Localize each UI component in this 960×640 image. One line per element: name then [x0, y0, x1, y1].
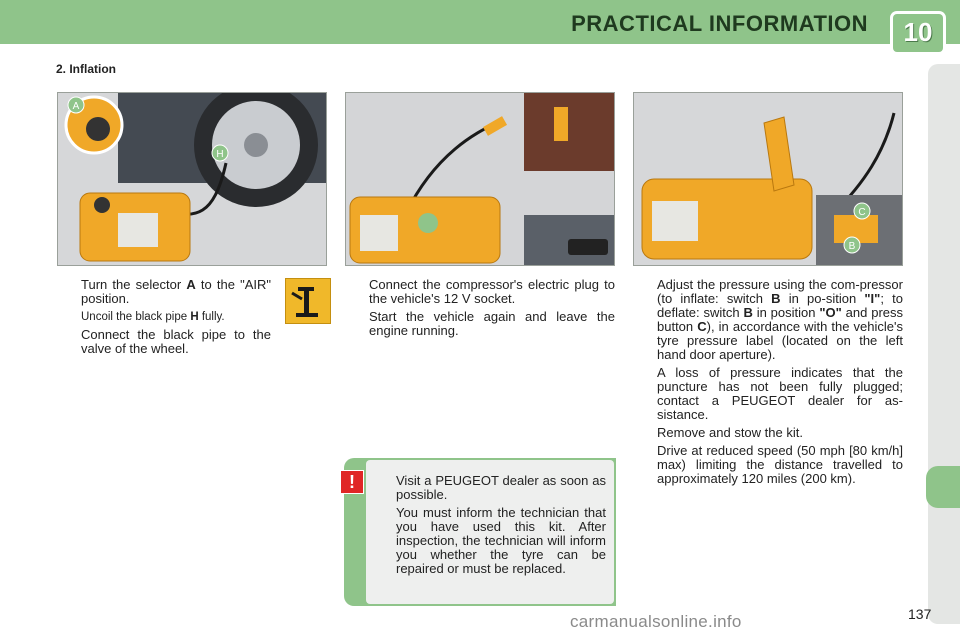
jack-pictogram — [285, 278, 331, 324]
figure-electric-plug — [345, 92, 615, 266]
figure-label-c: C — [858, 207, 866, 218]
list-item: Connect the black pipe to the valve of the wheel. — [81, 327, 271, 356]
column-1 — [57, 278, 271, 360]
watermark: carmanualsonline.info — [570, 612, 742, 631]
page-title: PRACTICAL INFORMATION — [571, 11, 868, 36]
column-2 — [345, 278, 615, 342]
list-item: Adjust the pressure using the com-pressor (to inflate: switch B in po-sition "I"; to deflate: switch B in position "O" and press button C), in accordance with the vehicle's tyre pressure label (located on the left hand door aperture). — [657, 277, 904, 362]
selector-label: A — [186, 277, 196, 292]
jack-icon — [286, 279, 330, 323]
list-item: Drive at reduced speed (50 mph [80 km/h] max) limiting the distance travelled to approximately 120 miles (200 km). — [657, 443, 903, 486]
figure-inflation-wheel — [57, 92, 327, 266]
list-item: Start the vehicle again and leave the engine running. — [369, 309, 615, 338]
chapter-tab[interactable] — [893, 14, 943, 52]
pipe-label: H — [190, 311, 199, 323]
pressure-loss-paragraph: A loss of pressure indicates that the puncture has not been fully plugged; contact a PEUGEOT dealer for as-sistance. — [657, 365, 903, 422]
figure-label-h: H — [216, 149, 224, 160]
side-index-strip — [928, 64, 960, 624]
chapter-number: 10 — [903, 17, 933, 47]
warning-icon: ! — [340, 470, 364, 494]
list-item: Connect the compressor's electric plug to the vehicle's 12 V socket. — [369, 277, 615, 306]
column-3 — [633, 278, 903, 490]
figure-label-b: B — [848, 241, 856, 252]
warning-paragraph: You must inform the technician that you have used this kit. After inspection, the technician will inform you whether the tyre can be repaired or must be replaced. — [396, 505, 606, 576]
section-title: 2. Inflation — [56, 62, 116, 76]
list-item: Visit a PEUGEOT dealer as soon as possible. — [396, 473, 606, 502]
warning-note-text — [372, 474, 606, 580]
list-item: Remove and stow the kit. — [657, 425, 803, 440]
page-number: 137 — [908, 606, 932, 622]
side-index-tab[interactable] — [926, 466, 960, 508]
list-item: Turn the selector A to the "AIR" position. — [81, 277, 271, 306]
figure-pressure-adjust — [633, 92, 903, 266]
list-item: Uncoil the black pipe H fully. — [81, 311, 225, 323]
figure-label-a: A — [72, 101, 80, 112]
